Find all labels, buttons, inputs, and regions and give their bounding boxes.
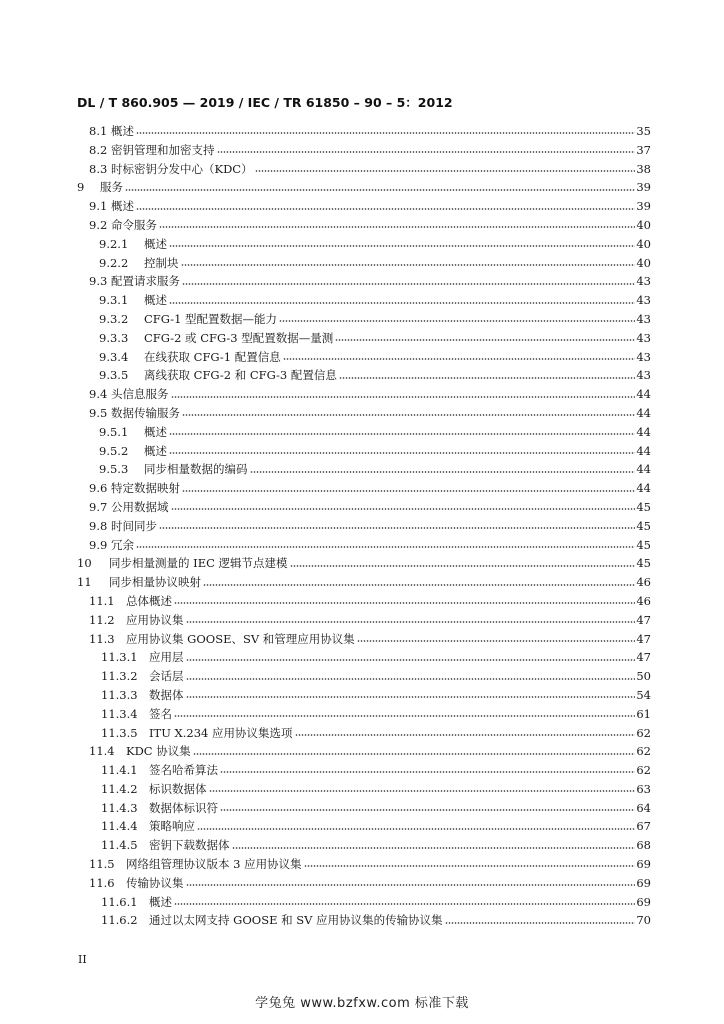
dot-leader: [174, 903, 635, 905]
toc-entry-title: 应用层: [149, 650, 184, 665]
toc-entry-number: 9.1: [89, 199, 108, 214]
toc-entry-number: 11.4.1: [101, 763, 138, 778]
dot-leader: [186, 884, 636, 886]
toc-entry-title: 概述: [149, 894, 172, 909]
toc-entry[interactable]: [77, 442, 651, 461]
dot-leader: [250, 471, 636, 473]
toc-entry[interactable]: [77, 573, 651, 592]
toc-entry-page: 40: [636, 217, 651, 232]
toc-entry-page: 43: [636, 293, 651, 308]
toc-entry-number: 11.3.5: [101, 725, 138, 740]
dot-leader: [335, 339, 635, 341]
toc-entry-title: 签名哈希算法: [149, 763, 218, 778]
toc-entry-title: 密钥下载数据体: [149, 838, 230, 853]
toc-entry[interactable]: [77, 761, 651, 780]
toc-entry-page: 61: [636, 706, 651, 721]
toc-entry-title: ITU X.234 应用协议集选项: [149, 725, 293, 740]
toc-entry-page: 45: [636, 556, 651, 571]
toc-entry-title: 概述: [144, 443, 167, 458]
toc-entry-page: 54: [636, 687, 651, 702]
toc-entry-page: 37: [636, 142, 651, 157]
toc-entry[interactable]: [77, 817, 651, 836]
dot-leader: [255, 170, 636, 172]
toc-entry[interactable]: [77, 197, 651, 216]
toc-entry-page: 46: [636, 575, 651, 590]
toc-entry-page: 43: [636, 349, 651, 364]
toc-entry[interactable]: [77, 160, 651, 179]
toc-entry[interactable]: [77, 780, 651, 799]
toc-entry-page: 44: [636, 424, 651, 439]
toc-entry[interactable]: [77, 178, 651, 197]
toc-entry-page: 39: [636, 199, 651, 214]
toc-entry-title: 应用协议集 GOOSE、SV 和管理应用协议集: [126, 631, 355, 646]
toc-entry-page: 46: [636, 593, 651, 608]
toc-entry[interactable]: [77, 648, 651, 667]
dot-leader: [186, 659, 636, 661]
toc-entry[interactable]: [77, 329, 651, 348]
toc-entry[interactable]: [77, 366, 651, 385]
dot-leader: [169, 245, 635, 247]
toc-entry[interactable]: [77, 630, 651, 649]
dot-leader: [220, 809, 635, 811]
toc-entry-title: 时间同步: [111, 518, 157, 533]
toc-entry-page: 44: [636, 443, 651, 458]
toc-entry-title: 数据体标识符: [149, 800, 218, 815]
toc-entry[interactable]: [77, 404, 651, 423]
toc-entry-page: 44: [636, 387, 651, 402]
dot-leader: [159, 226, 635, 228]
toc-entry-page: 47: [636, 612, 651, 627]
toc-entry-number: 9.9: [89, 537, 108, 552]
dot-leader: [304, 865, 636, 867]
toc-entry-number: 8.1: [89, 124, 108, 138]
toc-entry-title: 离线获取 CFG-2 和 CFG-3 配置信息: [144, 368, 337, 383]
toc-entry-page: 47: [636, 650, 651, 665]
dot-leader: [171, 396, 636, 398]
toc-entry-number: 9.7: [89, 499, 108, 514]
dot-leader: [197, 828, 635, 830]
dot-leader: [181, 264, 636, 266]
toc-entry[interactable]: [77, 893, 651, 912]
toc-entry-page: 62: [636, 725, 651, 740]
site-watermark: 学兔兔 www.bzfxw.com 标准下载: [255, 996, 469, 1011]
toc-entry[interactable]: [77, 705, 651, 724]
toc-entry-title: 时标密钥分发中心（KDC）: [111, 161, 253, 176]
dot-leader: [220, 771, 635, 773]
toc-entry-page: 43: [636, 311, 651, 326]
toc-entry-page: 44: [636, 462, 651, 477]
dot-leader: [136, 546, 635, 548]
toc-entry-number: 11.5: [89, 857, 115, 872]
toc-entry-number: 11: [77, 575, 92, 590]
document-header: [77, 93, 453, 111]
dot-leader: [186, 621, 636, 623]
toc-entry-number: 11.4.3: [101, 800, 138, 815]
dot-leader: [357, 640, 636, 642]
toc-entry-number: 8.3: [89, 161, 108, 176]
toc-entry-title: 签名: [149, 706, 172, 721]
dot-leader: [217, 151, 636, 153]
toc-entry-page: 67: [636, 819, 651, 834]
dot-leader: [295, 734, 636, 736]
toc-entry-number: 11.3.2: [101, 669, 138, 684]
toc-entry[interactable]: [77, 254, 651, 273]
toc-entry[interactable]: [77, 742, 651, 761]
toc-entry[interactable]: [77, 479, 651, 498]
table-of-contents: [77, 122, 651, 930]
toc-entry-page: 62: [636, 744, 651, 759]
dot-leader: [169, 302, 635, 304]
toc-entry-title: 概述: [144, 293, 167, 308]
toc-entry-title: 命令服务: [111, 217, 157, 232]
toc-entry[interactable]: [77, 536, 651, 555]
toc-entry-number: 11.3.4: [101, 706, 138, 721]
toc-entry[interactable]: [77, 517, 651, 536]
toc-entry-page: 62: [636, 763, 651, 778]
toc-entry[interactable]: [77, 385, 651, 404]
toc-entry-title: 同步相量协议映射: [109, 575, 201, 590]
toc-entry-page: 40: [636, 255, 651, 270]
toc-entry-page: 64: [636, 800, 651, 815]
toc-entry[interactable]: [77, 498, 651, 517]
toc-entry-number: 11.6.2: [101, 913, 138, 928]
toc-entry[interactable]: [77, 667, 651, 686]
toc-entry-title: 会话层: [149, 669, 184, 684]
toc-entry-page: 45: [636, 499, 651, 514]
toc-entry[interactable]: [77, 272, 651, 291]
toc-entry[interactable]: [77, 423, 651, 442]
toc-entry[interactable]: [77, 874, 651, 893]
toc-entry-title: 概述: [144, 236, 167, 251]
toc-entry-page: 39: [636, 180, 651, 195]
dot-leader: [186, 678, 636, 680]
toc-entry[interactable]: [77, 686, 651, 705]
toc-entry-title: 传输协议集: [126, 875, 184, 890]
toc-entry-number: 11.4: [89, 744, 115, 759]
dot-leader: [232, 847, 636, 849]
toc-entry-number: 9.5.2: [99, 443, 129, 458]
toc-entry-number: 9.2.2: [99, 255, 129, 270]
toc-entry-number: 11.4.5: [101, 838, 138, 853]
standard-number: DL / T 860.905 — 2019 / IEC / TR 61850 – 90 – 5：2012: [77, 95, 453, 110]
dot-leader: [136, 132, 635, 134]
toc-entry-number: 9.3.3: [99, 330, 129, 345]
toc-entry-title: 概述: [144, 424, 167, 439]
dot-leader: [182, 414, 635, 416]
toc-entry-title: 通过以太网支持 GOOSE 和 SV 应用协议集的传输协议集: [149, 913, 443, 928]
toc-entry-page: 40: [636, 236, 651, 251]
toc-entry-number: 9.3.4: [99, 349, 129, 364]
toc-entry-page: 69: [636, 857, 651, 872]
dot-leader: [159, 527, 635, 529]
dot-leader: [445, 922, 636, 924]
toc-entry-number: 11.4.2: [101, 781, 138, 796]
toc-entry-number: 9.3.5: [99, 368, 129, 383]
toc-entry[interactable]: [77, 855, 651, 874]
toc-entry-number: 11.3: [89, 631, 115, 646]
toc-entry-number: 8.2: [89, 142, 108, 157]
toc-entry-page: 43: [636, 330, 651, 345]
toc-entry-number: 10: [77, 556, 92, 571]
toc-entry-title: 概述: [111, 124, 134, 138]
toc-entry-title: 应用协议集: [126, 612, 184, 627]
toc-entry-title: 控制块: [144, 255, 179, 270]
toc-entry-title: 特定数据映射: [111, 481, 180, 496]
toc-entry-number: 9.2.1: [99, 236, 129, 251]
toc-entry-title: CFG-2 或 CFG-3 型配置数据—量测: [144, 330, 334, 345]
toc-entry-page: 43: [636, 368, 651, 383]
dot-leader: [283, 358, 636, 360]
toc-entry-number: 11.3.3: [101, 687, 138, 702]
toc-entry[interactable]: [77, 911, 651, 930]
toc-entry-title: 概述: [111, 199, 134, 214]
toc-entry-number: 9.3.1: [99, 293, 129, 308]
toc-entry[interactable]: [77, 554, 651, 573]
toc-entry-page: 38: [636, 161, 651, 176]
toc-entry-number: 9.4: [89, 387, 108, 402]
dot-leader: [174, 602, 635, 604]
toc-entry[interactable]: [77, 291, 651, 310]
toc-entry[interactable]: [77, 611, 651, 630]
toc-entry-number: 11.4.4: [101, 819, 138, 834]
dot-leader: [209, 790, 636, 792]
dot-leader: [174, 715, 635, 717]
toc-entry-number: 9.3.2: [99, 311, 129, 326]
toc-entry-number: 11.1: [89, 593, 115, 608]
toc-entry[interactable]: [77, 836, 651, 855]
dot-leader: [186, 696, 636, 698]
toc-entry-title: 总体概述: [126, 593, 172, 608]
toc-entry-number: 9.8: [89, 518, 108, 533]
toc-entry[interactable]: [77, 592, 651, 611]
dot-leader: [339, 377, 635, 379]
toc-entry-page: 68: [636, 838, 651, 853]
toc-entry[interactable]: [77, 724, 651, 743]
toc-entry-number: 11.3.1: [101, 650, 138, 665]
toc-entry-title: 服务: [100, 180, 123, 195]
toc-entry[interactable]: [77, 216, 651, 235]
toc-entry[interactable]: [77, 348, 651, 367]
toc-entry[interactable]: [77, 235, 651, 254]
toc-entry-page: 47: [636, 631, 651, 646]
toc-entry-number: 11.6: [89, 875, 115, 890]
toc-entry-title: 策略响应: [149, 819, 195, 834]
toc-entry-number: 9: [77, 180, 85, 195]
toc-entry-number: 9.5.1: [99, 424, 129, 439]
toc-entry-number: 9.6: [89, 481, 108, 496]
toc-entry[interactable]: [77, 460, 651, 479]
toc-entry-number: 11.2: [89, 612, 115, 627]
dot-leader: [169, 433, 635, 435]
toc-entry-page: 50: [636, 669, 651, 684]
toc-entry-title: CFG-1 型配置数据—能力: [144, 311, 278, 326]
toc-entry-page: 44: [636, 405, 651, 420]
toc-entry-page: 43: [636, 274, 651, 289]
dot-leader: [169, 452, 635, 454]
toc-entry-title: 配置请求服务: [111, 274, 180, 289]
toc-entry-title: 公用数据域: [111, 499, 169, 514]
dot-leader: [171, 508, 636, 510]
toc-entry-title: 数据传输服务: [111, 405, 180, 420]
toc-entry-number: 9.2: [89, 217, 108, 232]
toc-entry-page: 44: [636, 481, 651, 496]
toc-entry-title: 头信息服务: [111, 387, 169, 402]
dot-leader: [182, 283, 635, 285]
toc-entry-page: 69: [636, 894, 651, 909]
toc-entry-title: 密钥管理和加密支持: [111, 142, 215, 157]
toc-entry-page: 70: [636, 913, 651, 928]
dot-leader: [203, 584, 635, 586]
dot-leader: [193, 753, 636, 755]
toc-entry-title: 在线获取 CFG-1 配置信息: [144, 349, 281, 364]
toc-entry-number: 9.3: [89, 274, 108, 289]
dot-leader: [182, 490, 635, 492]
toc-entry-title: 数据体: [149, 687, 184, 702]
toc-entry[interactable]: [77, 799, 651, 818]
toc-entry-page: 63: [636, 781, 651, 796]
page-number: II: [78, 953, 87, 966]
toc-entry-page: 45: [636, 518, 651, 533]
dot-leader: [279, 320, 635, 322]
toc-entry-number: 9.5: [89, 405, 108, 420]
toc-entry-number: 11.6.1: [101, 894, 138, 909]
toc-entry-title: 网络组管理协议版本 3 应用协议集: [126, 857, 302, 872]
dot-leader: [290, 565, 636, 567]
toc-entry-page: 69: [636, 875, 651, 890]
toc-entry-page: 35: [636, 124, 651, 138]
toc-entry-number: 9.5.3: [99, 462, 129, 477]
toc-entry-title: 同步相量测量的 IEC 逻辑节点建模: [109, 556, 288, 571]
toc-entry-title: 标识数据体: [149, 781, 207, 796]
toc-entry[interactable]: [77, 141, 651, 160]
toc-entry-page: 45: [636, 537, 651, 552]
dot-leader: [136, 208, 635, 210]
toc-entry-title: 同步相量数据的编码: [144, 462, 248, 477]
toc-entry[interactable]: [77, 122, 651, 141]
toc-entry-title: 冗余: [111, 537, 134, 552]
toc-entry[interactable]: [77, 310, 651, 329]
toc-entry-title: KDC 协议集: [126, 744, 191, 759]
dot-leader: [125, 189, 635, 191]
